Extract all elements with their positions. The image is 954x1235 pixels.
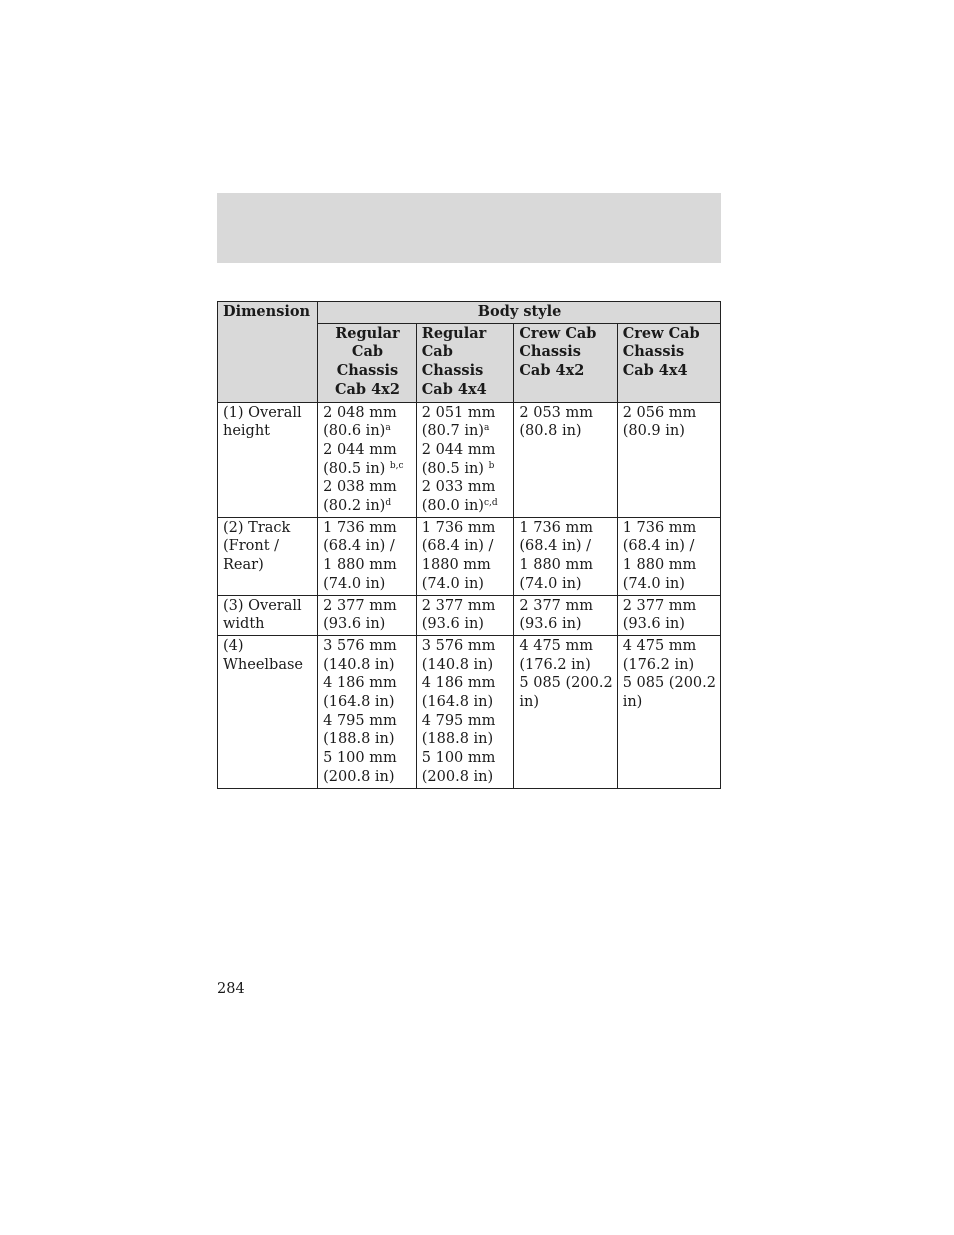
cell-value-text: (188.8 in)	[323, 731, 395, 748]
cell-value	[422, 656, 510, 675]
cell-value-text: (68.4 in) /	[323, 538, 395, 555]
cell-value-text: (80.5 in)	[421, 460, 489, 477]
row-label-line: (Front /	[223, 538, 280, 555]
row-label-line: width	[223, 616, 265, 633]
row-label-line: (2) Track	[223, 519, 291, 536]
header-line: Crew Cab	[622, 324, 700, 342]
cell-value	[323, 637, 412, 656]
cell-value-text: (200.8 in)	[421, 768, 494, 785]
cell-value	[323, 537, 412, 556]
cell-value	[323, 497, 412, 516]
cell-value-text: (80.5 in)	[323, 460, 390, 477]
cell-value	[422, 730, 510, 749]
cell-value	[323, 693, 412, 712]
cell-value	[623, 537, 716, 556]
cell-value	[422, 497, 510, 516]
table-cell	[416, 402, 514, 517]
cell-value-text: (140.8 in)	[421, 656, 494, 673]
footnote-marker: a	[385, 423, 391, 434]
cell-value	[422, 674, 510, 693]
cell-value-text: 4 186 mm	[323, 675, 397, 692]
cell-value-text: (164.8 in)	[421, 694, 494, 711]
cell-value	[519, 422, 612, 441]
cell-value-text: 1 880 mm	[519, 557, 594, 574]
cell-value-text: 2 048 mm	[323, 404, 397, 421]
cell-value	[623, 422, 716, 441]
cell-value-text: (188.8 in)	[421, 731, 494, 748]
header-regular-cab-4x4	[416, 323, 514, 402]
cell-value	[422, 693, 510, 712]
cell-value-text: 1 736 mm	[519, 519, 594, 536]
header-line: Regular	[421, 324, 487, 342]
cell-value-text: 2 044 mm	[421, 441, 496, 458]
cell-value-text: in)	[519, 694, 540, 711]
table-cell	[416, 635, 514, 788]
cell-value	[323, 597, 412, 616]
cell-value-text: (68.4 in) /	[421, 538, 494, 555]
cell-value	[323, 519, 412, 538]
header-line: Crew Cab	[519, 324, 597, 342]
header-line: Chassis	[519, 343, 581, 361]
cell-value	[422, 597, 510, 616]
cell-value-text: (80.2 in)	[323, 498, 386, 515]
row-label-line: (1) Overall	[223, 404, 302, 421]
table-row	[218, 402, 721, 517]
footnote-marker: a	[483, 423, 490, 434]
cell-value-text: 2 056 mm	[622, 404, 697, 421]
cell-value-text: (74.0 in)	[622, 575, 685, 592]
cell-value	[519, 537, 612, 556]
footnote-marker: b	[488, 460, 495, 471]
cell-value	[519, 556, 612, 575]
cell-value	[323, 656, 412, 675]
cell-value	[623, 597, 716, 616]
header-line: Cab	[351, 343, 383, 361]
cell-value	[623, 556, 716, 575]
row-label	[218, 595, 318, 635]
footnote-marker: c,d	[483, 498, 498, 509]
cell-value-text: (140.8 in)	[323, 656, 395, 673]
table-cell	[514, 402, 617, 517]
section-header-band	[217, 193, 721, 263]
header-line: Cab 4x4	[421, 380, 487, 398]
table-row	[218, 635, 721, 788]
cell-value-text: 5 100 mm	[323, 750, 397, 767]
cell-value	[422, 519, 510, 538]
row-label-line: (3) Overall	[223, 597, 302, 614]
cell-value-text: 1880 mm	[421, 557, 491, 574]
table-cell	[416, 595, 514, 635]
header-line: Cab 4x2	[334, 380, 400, 398]
cell-value	[519, 693, 612, 712]
cell-value	[623, 656, 716, 675]
page-number: 284	[217, 981, 245, 997]
header-line: Regular	[335, 324, 400, 342]
table-cell	[318, 635, 417, 788]
header-line: Cab 4x2	[519, 362, 585, 380]
header-dimension: Dimension	[218, 302, 318, 403]
cell-value-text: 1 736 mm	[323, 519, 397, 536]
row-label-line: (4)	[223, 637, 244, 654]
header-line: Chassis	[336, 362, 399, 380]
cell-value-text: (74.0 in)	[421, 575, 484, 592]
cell-value	[422, 615, 510, 634]
table-cell	[318, 595, 417, 635]
cell-value	[623, 693, 716, 712]
footnote-marker: b,c	[389, 460, 404, 471]
cell-value-text: (74.0 in)	[323, 575, 386, 592]
table-cell	[617, 595, 720, 635]
header-line: Cab	[421, 343, 453, 361]
cell-value	[323, 404, 412, 423]
table-cell	[514, 517, 617, 595]
cell-value-text: 3 576 mm	[421, 637, 496, 654]
cell-value	[422, 556, 510, 575]
cell-value-text: (80.0 in)	[421, 498, 484, 515]
cell-value	[623, 674, 716, 693]
cell-value-text: (200.8 in)	[323, 768, 395, 785]
cell-value-text: (176.2 in)	[519, 656, 591, 673]
cell-value	[623, 404, 716, 423]
cell-value-text: 2 033 mm	[421, 479, 496, 496]
cell-value	[422, 712, 510, 731]
cell-value-text: (80.6 in)	[323, 423, 386, 440]
cell-value-text: 2 053 mm	[519, 404, 594, 421]
cell-value-text: (68.4 in) /	[622, 538, 695, 555]
table-row	[218, 595, 721, 635]
header-line: Cab 4x4	[622, 362, 688, 380]
header-regular-cab-4x2	[318, 323, 417, 402]
row-label	[218, 517, 318, 595]
cell-value-text: 3 576 mm	[323, 637, 397, 654]
cell-value-text: 1 880 mm	[622, 557, 697, 574]
cell-value-text: 4 795 mm	[323, 712, 397, 729]
cell-value-text: 2 377 mm	[519, 597, 594, 614]
footnote-marker: d	[385, 498, 392, 509]
cell-value	[623, 519, 716, 538]
cell-value	[323, 441, 412, 460]
cell-value	[422, 537, 510, 556]
table-cell	[617, 517, 720, 595]
row-label	[218, 635, 318, 788]
cell-value	[519, 674, 612, 693]
cell-value	[323, 615, 412, 634]
cell-value	[623, 575, 716, 594]
cell-value	[519, 519, 612, 538]
cell-value-text: 2 377 mm	[323, 597, 397, 614]
cell-value	[422, 404, 510, 423]
header-crew-cab-4x4	[617, 323, 720, 402]
table-cell	[617, 402, 720, 517]
cell-value	[323, 730, 412, 749]
cell-value-text: 5 085 (200.2	[519, 675, 613, 692]
cell-value-text: 2 377 mm	[421, 597, 496, 614]
cell-value-text: (80.9 in)	[622, 423, 685, 440]
cell-value	[519, 404, 612, 423]
cell-value	[422, 460, 510, 479]
row-label-line: height	[223, 423, 271, 440]
cell-value-text: (93.6 in)	[622, 616, 685, 633]
table-cell	[514, 595, 617, 635]
cell-value	[323, 556, 412, 575]
cell-value	[323, 674, 412, 693]
cell-value	[519, 575, 612, 594]
cell-value-text: (164.8 in)	[323, 694, 395, 711]
table-cell	[514, 635, 617, 788]
cell-value-text: 5 085 (200.2	[622, 675, 716, 692]
cell-value-text: (176.2 in)	[622, 656, 695, 673]
cell-value-text: (74.0 in)	[519, 575, 582, 592]
cell-value	[623, 615, 716, 634]
cell-value	[422, 478, 510, 497]
cell-value	[422, 441, 510, 460]
cell-value	[422, 422, 510, 441]
cell-value	[323, 478, 412, 497]
cell-value	[422, 749, 510, 768]
cell-value	[323, 422, 412, 441]
cell-value-text: (68.4 in) /	[519, 538, 592, 555]
cell-value-text: (80.7 in)	[421, 423, 484, 440]
cell-value	[519, 637, 612, 656]
header-line: Chassis	[421, 362, 484, 380]
cell-value	[519, 656, 612, 675]
cell-value	[422, 575, 510, 594]
cell-value-text: 4 795 mm	[421, 712, 496, 729]
cell-value-text: (80.8 in)	[519, 423, 582, 440]
cell-value	[323, 749, 412, 768]
cell-value-text: (93.6 in)	[519, 616, 582, 633]
cell-value	[623, 637, 716, 656]
cell-value	[422, 637, 510, 656]
header-line: Chassis	[622, 343, 685, 361]
cell-value	[323, 575, 412, 594]
cell-value	[519, 597, 612, 616]
table-cell	[617, 635, 720, 788]
cell-value-text: 2 051 mm	[421, 404, 496, 421]
cell-value-text: (93.6 in)	[421, 616, 484, 633]
cell-value-text: 2 038 mm	[323, 479, 397, 496]
cell-value-text: 4 475 mm	[519, 637, 594, 654]
dimensions-table	[217, 301, 721, 789]
cell-value-text: 4 186 mm	[421, 675, 496, 692]
table-cell	[318, 402, 417, 517]
cell-value-text: (93.6 in)	[323, 616, 386, 633]
header-crew-cab-4x2	[514, 323, 617, 402]
table-body	[218, 402, 721, 788]
cell-value-text: 2 377 mm	[622, 597, 697, 614]
cell-value-text: 4 475 mm	[622, 637, 697, 654]
row-label-line: Rear)	[223, 557, 264, 574]
cell-value-text: 1 880 mm	[323, 557, 397, 574]
cell-value	[323, 712, 412, 731]
cell-value	[323, 768, 412, 787]
cell-value	[519, 615, 612, 634]
header-body-style: Body style	[318, 302, 721, 324]
table-row	[218, 517, 721, 595]
cell-value	[323, 460, 412, 479]
table-cell	[318, 517, 417, 595]
cell-value	[422, 768, 510, 787]
row-label	[218, 402, 318, 517]
table-cell	[416, 517, 514, 595]
row-label-line: Wheelbase	[223, 656, 303, 673]
cell-value-text: 5 100 mm	[421, 750, 496, 767]
cell-value-text: 1 736 mm	[421, 519, 496, 536]
cell-value-text: 2 044 mm	[323, 441, 397, 458]
cell-value-text: in)	[622, 694, 643, 711]
cell-value-text: 1 736 mm	[622, 519, 697, 536]
